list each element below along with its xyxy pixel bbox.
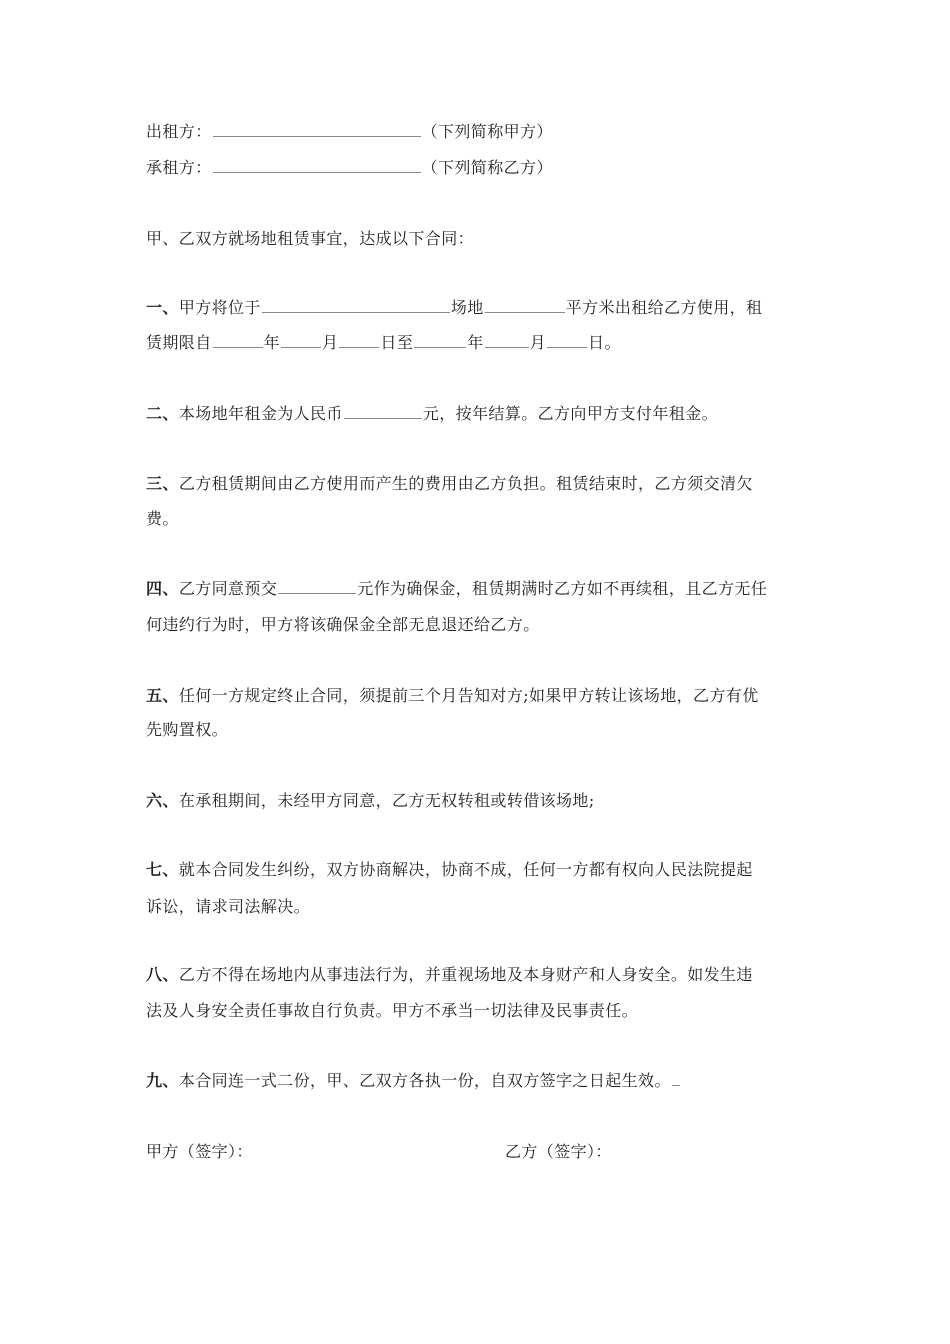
clause-text: 月 (322, 333, 339, 352)
lessee-line (146, 157, 553, 179)
clause-text: 就本合同发生纠纷，双方协商解决，协商不成，任何一方都有权向人民法院提起 (178, 860, 753, 879)
start-year-blank[interactable] (213, 332, 263, 348)
annual-rent-blank[interactable] (344, 403, 422, 419)
clause-text: 年 (263, 333, 281, 352)
signature-party-a: 甲方（签字）： (146, 1142, 253, 1161)
clause-text: 任何一方规定终止合同，须提前三个月告知对方;如果甲方转让该场地，乙方有优 (178, 686, 759, 705)
clause-5-line-2: 先购置权。 (146, 720, 229, 739)
clause-3-line-2: 费。 (146, 509, 179, 528)
start-day-blank[interactable] (339, 332, 379, 348)
clause-text: 日。 (588, 333, 621, 352)
lessee-suffix: （下列简称乙方） (421, 158, 553, 177)
clause-5-line-1 (146, 685, 759, 707)
clause-text: 本合同连一式二份，甲、乙双方各执一份，自双方签字之日起生效。 (178, 1071, 671, 1090)
clause-text: 甲方将位于 (178, 298, 261, 317)
clause-number: 二、 (146, 404, 179, 423)
clause-7-line-1 (146, 859, 753, 881)
clause-number: 五、 (146, 686, 179, 705)
clause-8-line-2: 法及人身安全责任事故自行负责。甲方不承当一切法律及民事责任。 (146, 1001, 639, 1020)
clause-text: 乙方不得在场地内从事违法行为，并重视场地及本身财产和人身安全。如发生违 (178, 965, 753, 984)
clause-1-line-1 (146, 297, 762, 319)
clause-number: 六、 (146, 791, 179, 810)
clause-text: 乙方同意预交 (178, 579, 278, 598)
clause-text: 月 (529, 333, 547, 352)
clause-number: 一、 (146, 298, 179, 317)
clause-9 (146, 1070, 681, 1092)
lessee-label: 承租方： (146, 158, 212, 177)
clause-text: 年 (467, 333, 484, 352)
end-month-blank[interactable] (485, 332, 529, 348)
clause-text: 赁期限自 (146, 333, 212, 352)
clause-number: 七、 (146, 860, 179, 879)
clause-number: 八、 (146, 965, 179, 984)
deposit-blank[interactable] (278, 578, 356, 594)
clause-number: 三、 (146, 474, 179, 493)
clause-8-line-1 (146, 964, 753, 986)
clause-7-line-2: 诉讼，请求司法解决。 (146, 897, 311, 916)
clause-text: 在承租期间，未经甲方同意，乙方无权转租或转借该场地; (178, 791, 595, 810)
clause-2 (146, 403, 718, 425)
lessor-line (146, 121, 553, 143)
clause-text: 本场地年租金为人民币 (178, 404, 343, 423)
clause-text: 日至 (380, 333, 414, 352)
location-blank[interactable] (262, 297, 450, 313)
area-blank[interactable] (485, 297, 565, 313)
end-day-blank[interactable] (547, 332, 587, 348)
clause-text: 元作为确保金，租赁期满时乙方如不再续租，且乙方无任 (357, 579, 768, 598)
clause-1-line-2 (146, 332, 621, 354)
start-month-blank[interactable] (281, 332, 321, 348)
lessor-label: 出租方： (146, 122, 212, 141)
trailing-blank (672, 1070, 680, 1086)
clause-number: 九、 (146, 1071, 179, 1090)
clause-text: 元，按年结算。乙方向甲方支付年租金。 (422, 404, 719, 423)
clause-6 (146, 790, 595, 812)
clause-text: 场地 (450, 298, 484, 317)
lessor-suffix: （下列简称甲方） (421, 122, 553, 141)
clause-3-line-1 (146, 473, 753, 495)
intro-paragraph: 甲、乙双方就场地租赁事宜，达成以下合同： (146, 229, 475, 248)
lessee-name-blank[interactable] (213, 157, 421, 173)
end-year-blank[interactable] (414, 332, 466, 348)
lessor-name-blank[interactable] (213, 121, 421, 137)
clause-text: 平方米出租给乙方使用，租 (565, 298, 763, 317)
clause-number: 四、 (146, 579, 179, 598)
clause-text: 乙方租赁期间由乙方使用而产生的费用由乙方负担。租赁结束时，乙方须交清欠 (178, 474, 753, 493)
clause-4-line-2: 何违约行为时，甲方将该确保金全部无息退还给乙方。 (146, 615, 540, 634)
clause-4-line-1 (146, 578, 767, 600)
signature-party-b: 乙方（签字）： (505, 1142, 612, 1161)
